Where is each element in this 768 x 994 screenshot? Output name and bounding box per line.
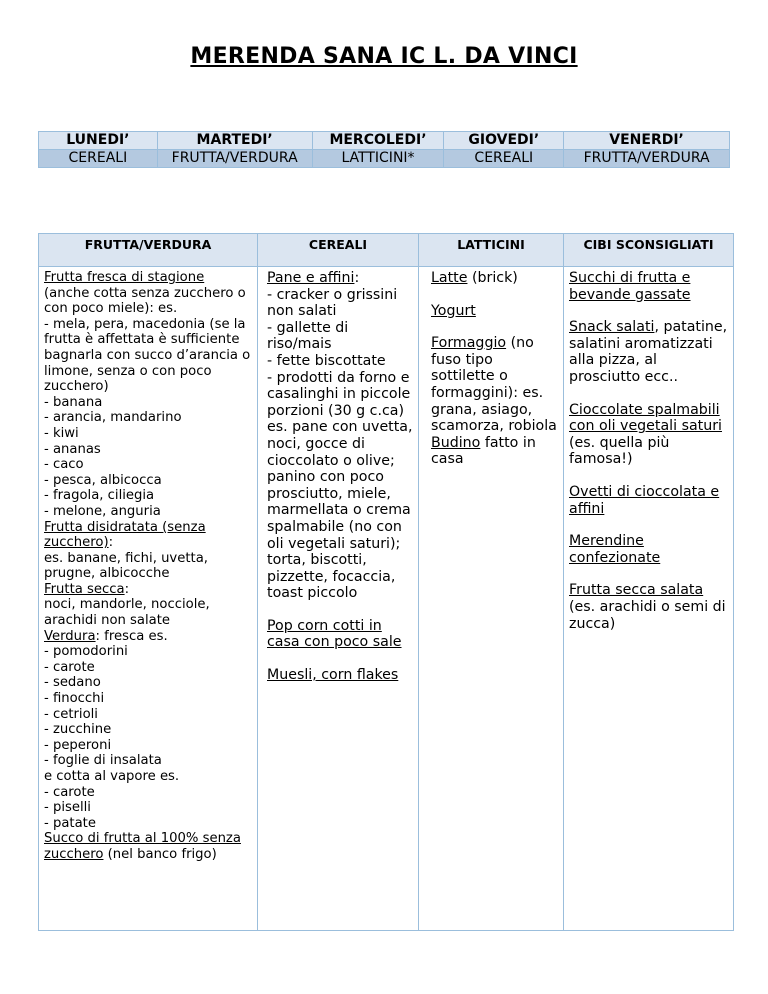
cioccolate-title: Cioccolate spalmabili con oli vegetali saturi: [569, 401, 722, 435]
verdura-desc: : fresca es.: [95, 628, 168, 644]
category-cell: CEREALI: [39, 150, 158, 168]
frutta-fresca-desc: (anche cotta senza zucchero o con poco miele): es.: [44, 285, 246, 317]
verdura-title: Verdura: [44, 628, 96, 644]
succo-frutta-desc: (nel banco frigo): [103, 846, 217, 862]
list-item: - kiwi: [44, 425, 79, 441]
list-item: - carote: [44, 784, 95, 800]
category-cell: LATTICINI*: [312, 150, 444, 168]
day-cell: GIOVEDI’: [444, 132, 564, 150]
list-item: - fragola, ciliegia: [44, 488, 155, 504]
header-cereali: CEREALI: [258, 234, 419, 267]
list-item: - zucchine: [44, 722, 112, 738]
frutta-secca-desc: noci, mandorle, nocciole, arachidi non salate: [44, 597, 210, 629]
frutta-secca-title: Frutta secca: [44, 581, 125, 597]
header-latticini: LATTICINI: [419, 234, 564, 267]
ovetti-item: Ovetti di cioccolata e affini: [569, 483, 720, 517]
list-item: - gallette di riso/mais: [267, 319, 349, 353]
day-cell: LUNEDI’: [39, 132, 158, 150]
snack-desc: , patatine, salatini aromatizzati alla pizza, al prosciutto ecc..: [569, 319, 728, 385]
day-cell: MARTEDI’: [157, 132, 312, 150]
frutta-verdura-cell: Frutta fresca di stagione (anche cotta senza zucchero o con poco miele): es. - mela, pera, macedonia (se la frutta è affettata è sufficiente bagnarla con succo d’arancia o limone, senza o con poco zucchero) - banana - arancia, mandarino - kiwi - ananas - caco - pesca, albicocca - fragola, ciliegia - melone, anguria Frutta disidratata (senza zucchero): es. banane, fichi, uvetta, prugne, albicocche Frutta secca: noci, mandorle, nocciole, arachidi non salate Verdura: fresca es. - pomodorini - carote - sedano - finocchi - cetrioli - zucchine - peperoni - foglie di insalata e cotta al vapore es. - carote - piselli - patate Succo di frutta al 100% senza zucchero (nel banco frigo): [39, 267, 258, 931]
succo-frutta-title: Succo di frutta al 100% senza zucchero: [44, 831, 241, 862]
latte-title: Latte: [431, 270, 468, 286]
snack-title: Snack salati: [569, 319, 655, 336]
food-categories-table: [38, 233, 734, 931]
popcorn-item: Pop corn cotti in casa con poco sale: [267, 617, 402, 651]
list-item: - pomodorini: [44, 644, 128, 660]
list-item: - fette biscottate: [267, 352, 386, 369]
list-item: - peperoni: [44, 737, 112, 753]
cibi-sconsigliati-cell: [564, 267, 734, 931]
list-item: - caco: [44, 457, 84, 473]
list-item: - patate: [44, 815, 96, 831]
pane-title: Pane e affini: [267, 270, 355, 286]
day-cell: MERCOLEDI’: [312, 132, 444, 150]
list-item: - carote: [44, 659, 95, 675]
list-item: - cracker o grissini non salati: [267, 286, 398, 320]
list-item: - mela, pera, macedonia (se la frutta è affettata è sufficiente bagnarla con succo d’arancia o limone, senza o con poco zucchero): [44, 316, 251, 395]
list-item: - sedano: [44, 675, 101, 691]
succhi-item: Succhi di frutta e bevande gassate: [569, 270, 691, 303]
list-item: - ananas: [44, 441, 101, 457]
latte-desc: (brick): [467, 270, 518, 286]
category-cell: FRUTTA/VERDURA: [564, 150, 730, 168]
days-category-row: [39, 150, 730, 168]
list-item: - cetrioli: [44, 706, 98, 722]
verdura-cotta-desc: e cotta al vapore es.: [44, 769, 180, 784]
categories-body-row: [39, 267, 734, 931]
list-item: - prodotti da forno e casalinghi in piccole porzioni (30 g c.ca) es. pane con uvetta, noci, gocce di cioccolato o olive; panino con poco prosciutto, miele, marmellata o crema spalmabile (no con oli vegetali saturi); torta, biscotti, pizzette, focaccia, toast piccolo: [267, 369, 413, 602]
formaggio-desc: (no fuso tipo sottilette o formaggini): es. grana, asiago, scamorza, robiola: [431, 335, 557, 435]
weekly-schedule-table: [38, 131, 730, 168]
day-cell: VENERDI’: [564, 132, 730, 150]
latticini-cell: [419, 267, 564, 931]
muesli-item: Muesli, corn flakes: [267, 667, 399, 684]
list-item: - pesca, albicocca: [44, 472, 162, 488]
merendine-item: Merendine confezionate: [569, 533, 661, 566]
page-title: MERENDA SANA IC L. DA VINCI: [190, 44, 578, 69]
cioccolate-desc: (es. quella più famosa!): [569, 434, 670, 468]
frutta-fresca-title: Frutta fresca di stagione: [44, 270, 205, 285]
formaggio-title: Formaggio: [431, 335, 507, 352]
list-item: - finocchi: [44, 691, 105, 707]
header-frutta-verdura: FRUTTA/VERDURA: [39, 234, 258, 267]
frutta-secca-salata-title: Frutta secca salata: [569, 582, 704, 599]
list-item: - melone, anguria: [44, 503, 161, 519]
budino-title: Budino: [431, 434, 481, 451]
list-item: - arancia, mandarino: [44, 410, 182, 426]
budino-desc: fatto in casa: [431, 434, 536, 468]
days-header-row: [39, 132, 730, 150]
category-cell: FRUTTA/VERDURA: [157, 150, 312, 168]
header-cibi-sconsigliati: CIBI SCONSIGLIATI: [564, 234, 734, 267]
category-cell: CEREALI: [444, 150, 564, 168]
list-item: - foglie di insalata: [44, 753, 162, 769]
frutta-secca-salata-desc: (es. arachidi o semi di zucca): [569, 598, 726, 632]
frutta-disidratata-desc: es. banane, fichi, uvetta, prugne, albicocche: [44, 550, 208, 582]
list-item: - piselli: [44, 800, 91, 816]
cereali-cell: Pane e affini: - cracker o grissini non salati - gallette di riso/mais - fette biscottate - prodotti da forno e casalinghi in piccole porzioni (30 g c.ca) es. pane con uvetta, noci, gocce di cioccolato o olive; panino con poco prosciutto, miele, marmellata o crema spalmabile (no con oli vegetali saturi); torta, biscotti, pizzette, focaccia, toast piccolo Pop corn cotti in casa con poco sale Muesli, corn flakes: [258, 267, 419, 931]
categories-header-row: [39, 234, 734, 267]
list-item: - banana: [44, 394, 103, 410]
yogurt-item: Yogurt: [431, 302, 476, 319]
frutta-disidratata-title: Frutta disidratata (senza zucchero): [44, 519, 206, 551]
